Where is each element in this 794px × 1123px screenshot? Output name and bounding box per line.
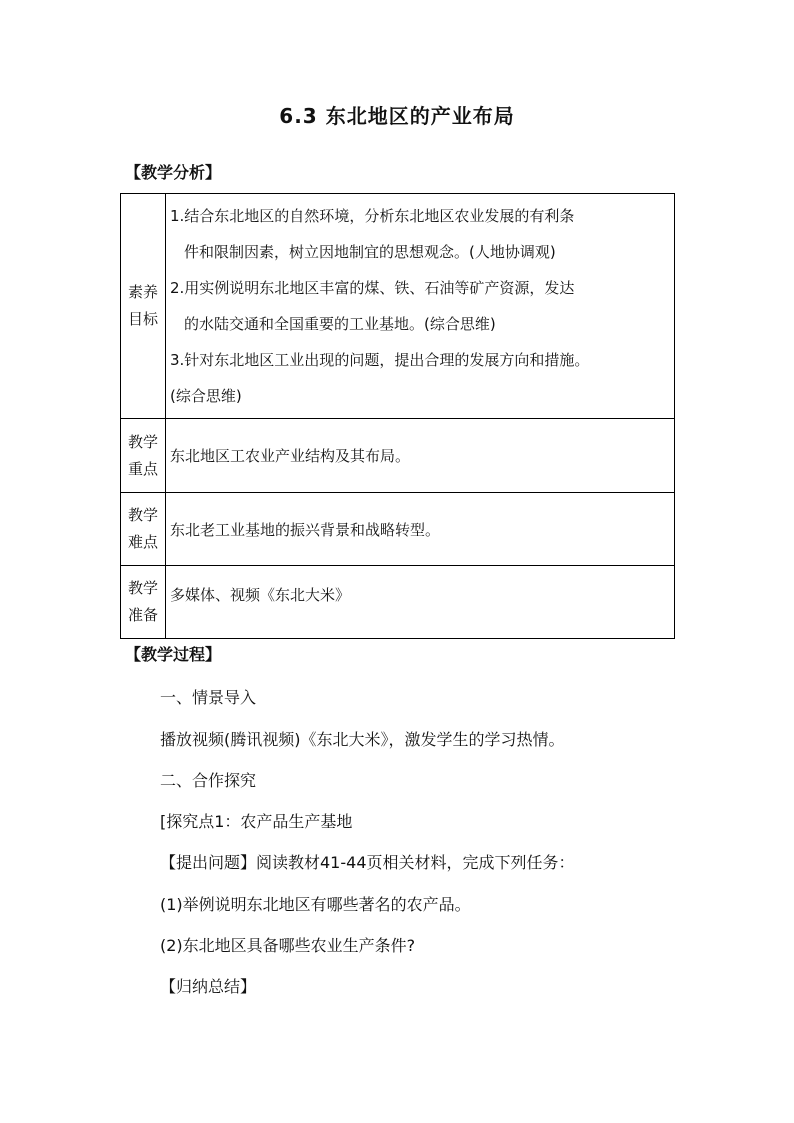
explore-point-1: [探究点1：农产品生产基地	[160, 812, 353, 831]
page-title: 6.3 东北地区的产业布局	[279, 104, 515, 128]
prep-label-top: 教学	[127, 579, 158, 597]
step-intro-text: 播放视频(腾讯视频)《东北大米》，激发学生的学习热情。	[160, 730, 565, 749]
difficulty-label-top: 教学	[127, 506, 158, 524]
goals-label-top: 素养	[127, 283, 158, 301]
difficulty-label	[121, 493, 166, 566]
goal-line: 的水陆交通和全国重要的工业基地。(综合思维)	[184, 315, 496, 333]
goal-line: 3.针对东北地区工业出现的问题，提出合理的发展方向和措施。	[170, 351, 590, 369]
difficulty-row	[121, 493, 675, 566]
goal-line: (综合思维)	[170, 387, 242, 405]
key-label-bottom: 重点	[127, 459, 158, 478]
step-intro-heading: 一、情景导入	[160, 688, 257, 707]
summary-heading: 【归纳总结】	[160, 977, 257, 996]
process-heading: 【教学过程】	[125, 645, 222, 664]
question-prompt: 【提出问题】阅读教材41-44页相关材料，完成下列任务：	[160, 853, 575, 872]
goal-line: 件和限制因素，树立因地制宜的思想观念。(人地协调观)	[184, 243, 556, 261]
step-explore-heading: 二、合作探究	[160, 771, 257, 790]
analysis-heading: 【教学分析】	[125, 163, 222, 182]
key-points-text: 东北地区工农业产业结构及其布局。	[166, 419, 675, 493]
key-points-row	[121, 419, 675, 493]
goals-label-bottom: 目标	[127, 310, 158, 328]
goal-line: 1.结合东北地区的自然环境，分析东北地区农业发展的有利条	[170, 207, 575, 225]
prep-text: 多媒体、视频《东北大米》	[166, 566, 675, 639]
prep-label	[121, 566, 166, 639]
difficulty-text: 东北老工业基地的振兴背景和战略转型。	[166, 493, 675, 566]
key-points-label	[121, 419, 166, 493]
goals-label	[121, 194, 166, 419]
goals-row	[121, 194, 675, 419]
difficulty-label-bottom: 难点	[127, 533, 158, 551]
key-label-top: 教学	[127, 432, 158, 451]
goal-line: 2.用实例说明东北地区丰富的煤、铁、石油等矿产资源，发达	[170, 279, 575, 297]
teaching-analysis-table	[120, 193, 675, 639]
question-1: (1)举例说明东北地区有哪些著名的农产品。	[160, 895, 471, 914]
question-2: (2)东北地区具备哪些农业生产条件?	[160, 936, 416, 955]
prep-label-bottom: 准备	[127, 606, 158, 624]
prep-row	[121, 566, 675, 639]
goals-content	[166, 194, 675, 419]
